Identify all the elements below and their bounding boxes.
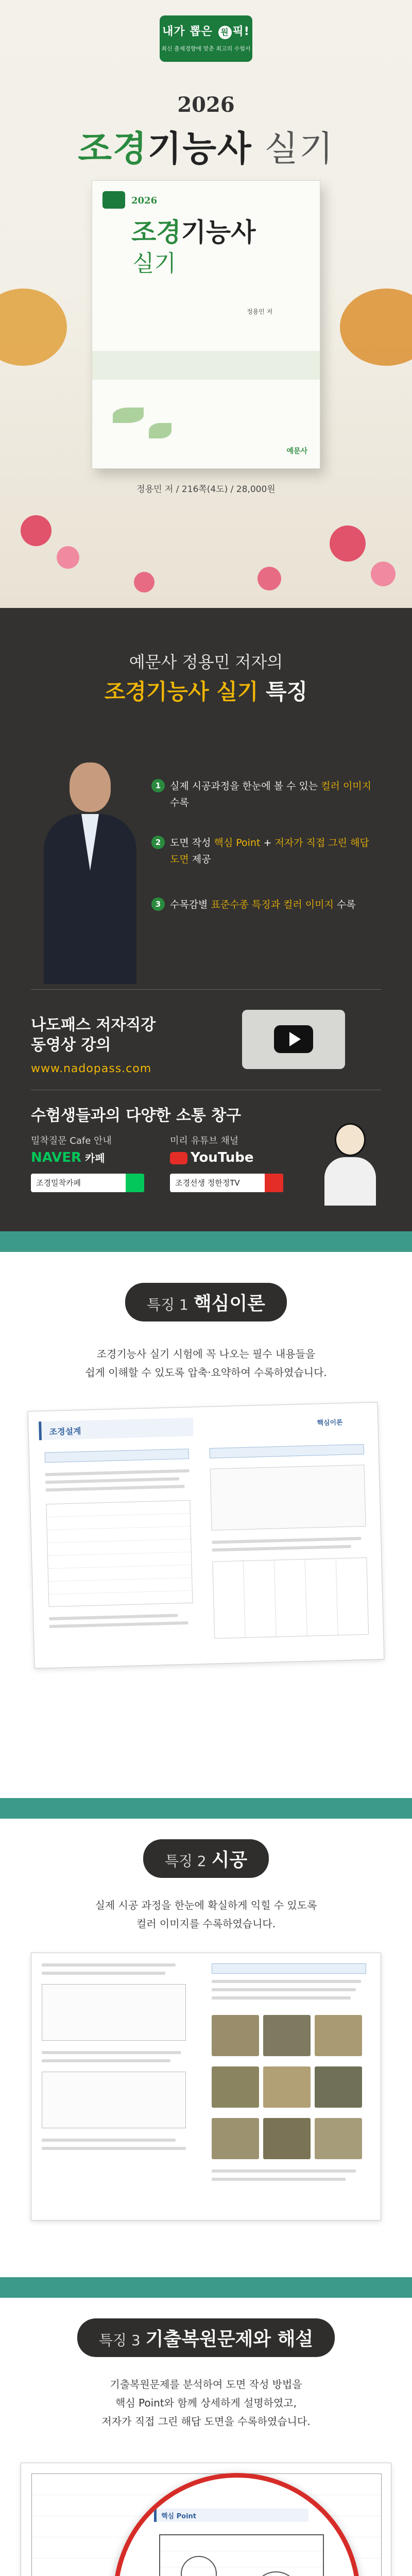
play-triangle-icon: [289, 1032, 301, 1046]
feature-item-1: [155, 778, 376, 811]
section-band: [0, 2277, 412, 2298]
text-line: [212, 2178, 346, 2181]
page-heading: 조경설계: [49, 1426, 81, 1437]
features-subtitle: 예문사 정용민 저자의: [129, 652, 283, 672]
text-line: [212, 2170, 356, 2173]
tree-symbol: [181, 2556, 217, 2576]
badge-text: 내가 뽑은: [162, 25, 213, 38]
desc-line: 실제 시공 과정을 한눈에 확실하게 익힐 수 있도록: [95, 1899, 317, 1911]
cover-year: 2026: [131, 195, 158, 206]
desc-line: 기출복원문제를 분석하여 도면 작성 방법을: [110, 2378, 302, 2391]
youtube-search-box[interactable]: [170, 1174, 283, 1192]
hero-section: [0, 0, 412, 608]
feature-text: 제공: [188, 854, 211, 866]
cover-title-main: 조경: [131, 217, 181, 247]
text-line: [42, 1963, 176, 1967]
highlight-box: [210, 1444, 364, 1459]
construction-photo: [315, 2015, 362, 2056]
text-line: [49, 1614, 178, 1620]
section-3-desc: [0, 2375, 412, 2431]
tree-symbol: [253, 2571, 299, 2576]
feature-item-2: [155, 835, 376, 868]
desc-line: 조경기능사 실기 시험에 꼭 나오는 필수 내용들을: [96, 1348, 316, 1360]
book-meta: 정용민 저 / 216쪽(4도) / 28,000원: [136, 484, 276, 495]
desc-line: 핵심 Point와 함께 상세하게 설명하였고,: [115, 2397, 297, 2409]
nadopass-title-line: 나도패스 저자직강: [31, 1016, 156, 1034]
section-2-desc: [0, 1896, 412, 1933]
feature-number: 2: [151, 836, 165, 849]
cover-publisher: 예문사: [286, 447, 307, 455]
flower-decoration: [57, 546, 79, 569]
page-right: [212, 1963, 371, 2211]
naver-logo-text: NAVER: [31, 1150, 82, 1165]
cover-band: [92, 351, 320, 380]
youtube-logo-text: YouTube: [191, 1150, 254, 1165]
section-past-exam: [0, 2277, 412, 2576]
construction-photo: [315, 2118, 362, 2159]
youtube-logo: [170, 1150, 253, 1165]
highlight-box: [45, 1449, 189, 1463]
text-line: [45, 1469, 190, 1476]
flower-decoration: [134, 572, 154, 592]
youtube-search-text: 조경선생 정한정TV: [175, 1178, 240, 1188]
section-2-heading: [0, 1839, 412, 1878]
construction-photo: [263, 2015, 311, 2056]
book-cover-image: [92, 180, 320, 469]
feature-number: 3: [151, 897, 165, 911]
student-illustration: [319, 1123, 381, 1206]
sample-page-theory: [28, 1402, 385, 1669]
construction-photo: [263, 2066, 311, 2108]
nadopass-title: [31, 1015, 156, 1055]
flower-decoration: [258, 567, 281, 590]
construction-photo: [263, 2118, 311, 2159]
page-title: [0, 121, 412, 171]
student-head: [335, 1123, 366, 1156]
feature-highlight: 컬러 이미지: [321, 781, 372, 792]
autumn-tree-left: [0, 289, 67, 366]
plan-detail: [159, 2534, 324, 2576]
nadopass-title-line: 동영상 강의: [31, 1036, 111, 1054]
features-title-rest: 특징: [258, 679, 308, 704]
page-left: [42, 1963, 196, 2211]
text-line: [212, 1537, 361, 1544]
feature-text: 도면 작성: [170, 837, 214, 849]
feature-text: +: [260, 837, 275, 849]
features-title: [0, 675, 412, 706]
youtube-icon: [170, 1152, 187, 1164]
divider: [31, 989, 381, 990]
section-title: 기출복원문제와 해설: [145, 2329, 314, 2350]
author-head: [70, 762, 111, 812]
section-band: [0, 1798, 412, 1819]
section-title: 핵심이론: [193, 1293, 265, 1314]
section-3-heading: [0, 2318, 412, 2357]
edition-year: 2026: [177, 93, 235, 117]
title-mid: 기능사: [147, 129, 252, 170]
features-panel: [0, 608, 412, 1231]
youtube-label: 미리 유튜브 채널: [170, 1136, 239, 1146]
cover-badge: [102, 191, 125, 209]
section-core-theory: [0, 1231, 412, 1798]
feature-text: 수목감별: [170, 899, 211, 910]
section-label: 특징 1: [147, 1296, 188, 1313]
construction-photo: [315, 2066, 362, 2108]
desc-line: 쉽게 이해할 수 있도록 압축·요약하여 수록하였습니다.: [85, 1366, 327, 1379]
symbol-table: [212, 1557, 369, 1639]
cafe-search-text: 조경밀착카페: [36, 1178, 81, 1188]
text-line: [46, 1485, 185, 1492]
title-last: 실기: [252, 129, 334, 170]
feature-highlight: 저자가 직접 그린 해답 도면: [170, 837, 369, 866]
construction-photo: [212, 2066, 259, 2108]
callout-label: 핵심 Point: [161, 2513, 197, 2520]
badge-circle: 원: [218, 26, 232, 39]
cafe-label: 밀착질문 Cafe 안내: [31, 1136, 112, 1146]
search-icon[interactable]: [126, 1174, 144, 1192]
text-line: [42, 2139, 176, 2142]
title-main: 조경: [78, 129, 148, 170]
badge-text: 픽!: [232, 25, 250, 38]
nadopass-link[interactable]: www.nadopass.com: [31, 1062, 152, 1075]
text-line: [45, 1477, 179, 1484]
diagram-box: [42, 2072, 186, 2128]
section-1-desc: [0, 1345, 412, 1382]
highlight-box: [212, 1963, 366, 1974]
search-icon[interactable]: [265, 1174, 283, 1192]
flower-decoration: [371, 562, 396, 586]
feature-item-3: [155, 896, 376, 913]
author-photo: [41, 762, 139, 984]
text-line: [212, 1996, 351, 1999]
text-line: [212, 1545, 351, 1552]
student-body: [324, 1157, 376, 1206]
feature-highlight: 표준수종 특징과 컬러 이미지: [211, 899, 334, 910]
text-line: [42, 2059, 170, 2062]
flower-decoration: [21, 515, 52, 546]
cover-author: 정용민 저: [247, 308, 273, 315]
leaf-decoration: [113, 408, 144, 423]
text-line: [42, 1972, 165, 1975]
cover-title-rest: 기능사: [181, 217, 256, 247]
sample-page-construction: [31, 1953, 381, 2221]
construction-photo: [212, 2015, 259, 2056]
section-label: 특징 3: [98, 2332, 141, 2349]
text-line: [49, 1621, 188, 1628]
text-line: [42, 2051, 181, 2054]
page-tag: 핵심이론: [317, 1418, 343, 1428]
section-label: 특징 2: [164, 1853, 207, 1870]
diagram-box: [42, 1984, 186, 2041]
naver-cafe-logo: [31, 1150, 105, 1165]
section-construction: [0, 1798, 412, 2277]
desc-line: 컬러 이미지를 수록하였습니다.: [136, 1918, 276, 1930]
cover-title: [131, 212, 256, 249]
feature-text: 수록: [170, 797, 189, 809]
diagram-box: [210, 1465, 366, 1531]
construction-photo: [212, 2118, 259, 2159]
section-band: [0, 1231, 412, 1252]
cafe-suffix: 카페: [81, 1152, 105, 1164]
text-line: [42, 2147, 186, 2150]
feature-text: 실제 시공과정을 한눈에 볼 수 있는: [170, 781, 321, 792]
leaf-decoration: [149, 423, 171, 438]
data-table: [46, 1500, 193, 1607]
features-title-highlight: 조경기능사 실기: [104, 679, 259, 704]
section-1-heading: [0, 1283, 412, 1321]
badge-subtitle: 최신 출제경향에 맞춘 최고의 수험서: [161, 45, 251, 52]
desc-line: 저자가 직접 그린 해답 도면을 수록하였습니다.: [101, 2415, 311, 2428]
brand-badge: [160, 15, 252, 62]
flower-decoration: [330, 526, 366, 562]
text-line: [212, 1988, 356, 1991]
autumn-tree-right: [340, 289, 412, 366]
feature-highlight: 핵심 Point: [214, 837, 261, 849]
text-line: [212, 1980, 361, 1983]
cafe-search-box[interactable]: [31, 1174, 144, 1192]
feature-text: 수록: [333, 899, 356, 910]
section-title: 시공: [211, 1850, 248, 1871]
cover-subtitle: 실기: [132, 250, 177, 277]
video-play-icon[interactable]: [242, 1010, 345, 1069]
feature-number: 1: [151, 779, 165, 792]
community-title: 수험생들과의 다양한 소통 창구: [31, 1107, 242, 1125]
